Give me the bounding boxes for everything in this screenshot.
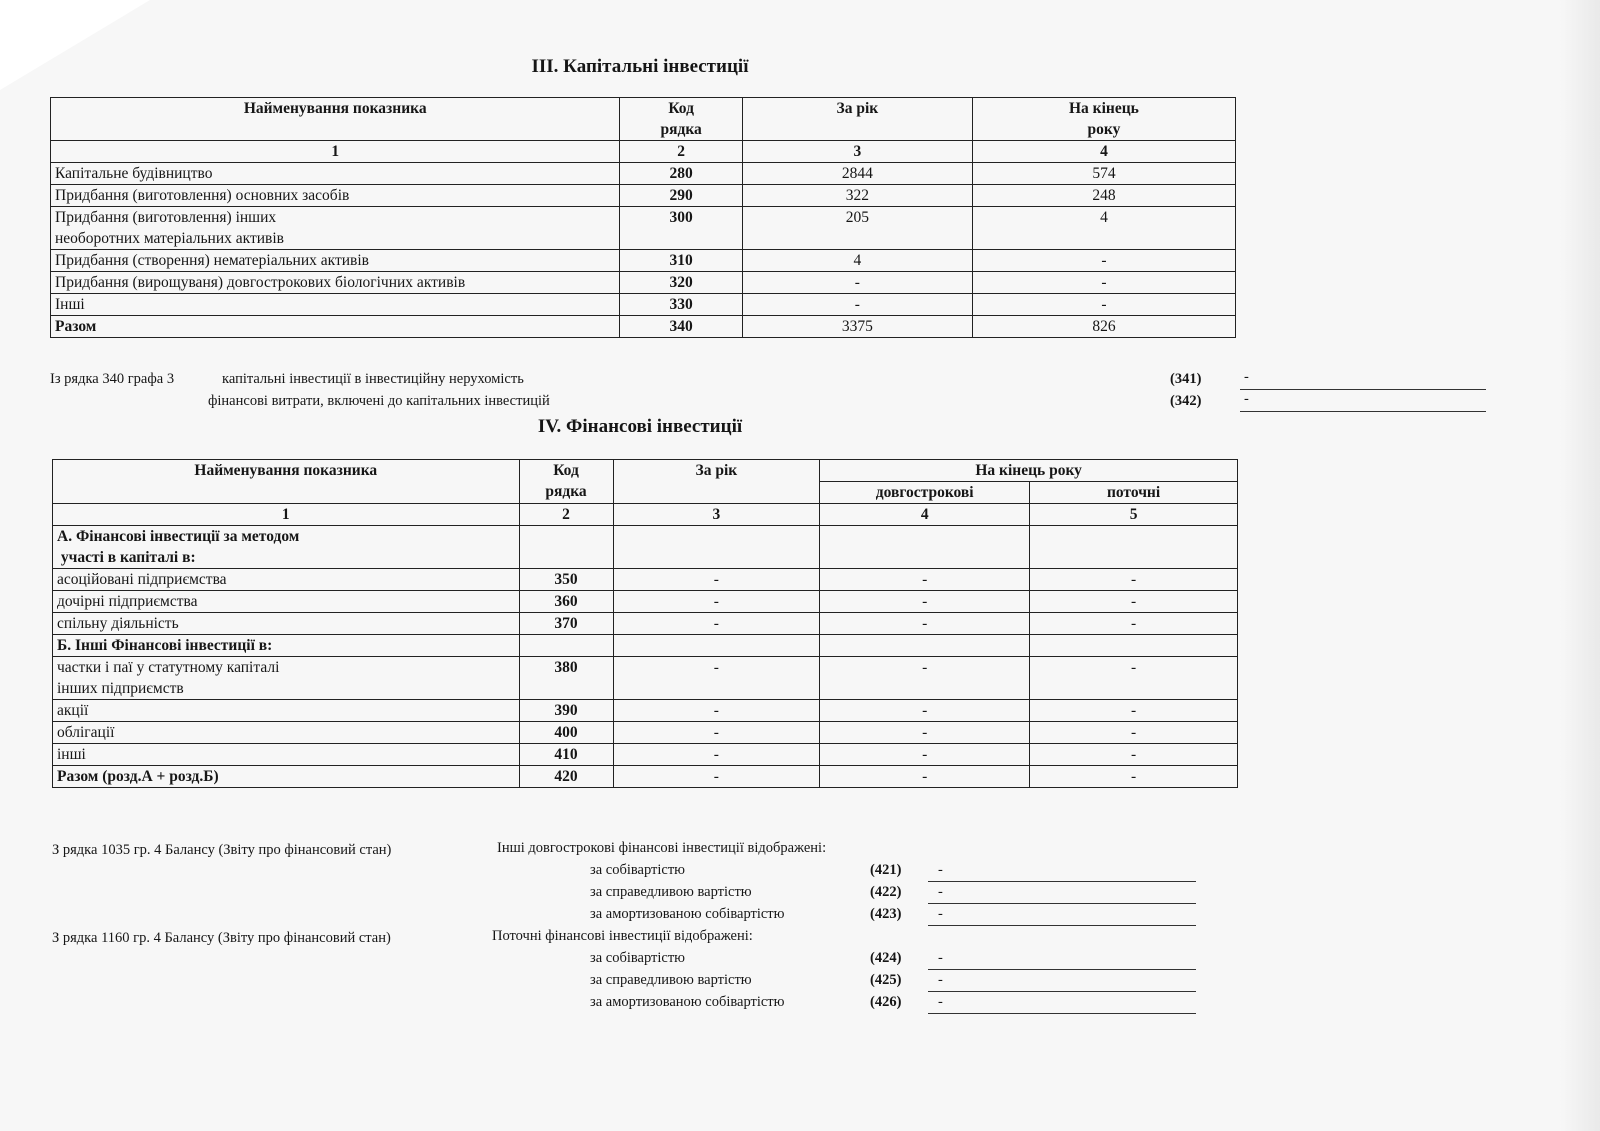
column-number-row: 1 2 3 4 — [51, 141, 1236, 163]
item-label: за амортизованою собівартістю — [590, 906, 785, 922]
note-code: (342) — [1170, 393, 1202, 409]
table-total-row: Разом (розд.А + розд.Б) 420 - - - — [53, 766, 1238, 788]
fill-line — [928, 969, 1196, 970]
section-4-title: IV. Фінансові інвестиції — [537, 416, 743, 437]
item-value: - — [938, 906, 943, 922]
fill-line — [928, 991, 1196, 992]
fill-line — [928, 903, 1196, 904]
section-3-title: III. Капітальні інвестиції — [531, 56, 749, 77]
fill-line — [1240, 411, 1486, 412]
table-row: спільну діяльність 370 - - - — [53, 613, 1238, 635]
item-value: - — [938, 862, 943, 878]
item-code: (426) — [870, 994, 902, 1010]
header-cell: Код рядка — [519, 460, 613, 504]
block-caption: Поточні фінансові інвестиції відображені: — [492, 928, 753, 944]
table-row: Придбання (створення) нематеріальних активів 310 4 - — [51, 250, 1236, 272]
item-label: за справедливою вартістю — [590, 884, 752, 900]
table-row: Придбання (вирощуваня) довгострокових біологічних активів 320 - - — [51, 272, 1236, 294]
item-code: (422) — [870, 884, 902, 900]
note-label: фінансові витрати, включені до капітальних інвестицій — [208, 393, 550, 409]
table-row: Інші 330 - - — [51, 294, 1236, 316]
table-total-row: Разом 340 3375 826 — [51, 316, 1236, 338]
table-row: дочірні підприємства 360 - - - — [53, 591, 1238, 613]
group-row: Б. Інші Фінансові інвестиції в: — [53, 635, 1238, 657]
header-cell: довгострокові — [820, 482, 1030, 504]
item-value: - — [938, 884, 943, 900]
item-code: (425) — [870, 972, 902, 988]
note-value: - — [1244, 369, 1249, 385]
header-cell: Найменування показника — [51, 98, 620, 141]
table-row: асоційовані підприємства 350 - - - — [53, 569, 1238, 591]
header-cell: На кінець року — [820, 460, 1238, 482]
note-label: капітальні інвестиції в інвестиційну нерухомість — [222, 371, 524, 387]
item-label: за справедливою вартістю — [590, 972, 752, 988]
balance-reference: З рядка 1035 гр. 4 Балансу (Звіту про фінансовий стан) — [52, 842, 392, 858]
capital-investments-table — [50, 97, 1236, 338]
financial-investments-table — [52, 459, 1238, 788]
note-code: (341) — [1170, 371, 1202, 387]
table-header-row — [53, 460, 1238, 482]
group-row: А. Фінансові інвестиції за методом участі в капіталі в: — [53, 526, 1238, 569]
fill-line — [1240, 389, 1486, 390]
scan-edge — [1560, 0, 1600, 1131]
header-cell: поточні — [1030, 482, 1238, 504]
header-cell: На кінець року — [972, 98, 1235, 141]
item-code: (424) — [870, 950, 902, 966]
note-row-prefix: Із рядка 340 графа 3 — [50, 371, 175, 387]
note-value: - — [1244, 391, 1249, 407]
table-row: інші 410 - - - — [53, 744, 1238, 766]
table-row: облігації 400 - - - — [53, 722, 1238, 744]
table-row: акції 390 - - - — [53, 700, 1238, 722]
table-row: Капітальне будівництво 280 2844 574 — [51, 163, 1236, 185]
item-value: - — [938, 994, 943, 1010]
table-header-row — [51, 98, 1236, 141]
header-cell: За рік — [742, 98, 972, 141]
item-value: - — [938, 950, 943, 966]
fill-line — [928, 925, 1196, 926]
header-cell: За рік — [613, 460, 820, 504]
column-number-row: 1 2 3 4 5 — [53, 504, 1238, 526]
balance-reference: З рядка 1160 гр. 4 Балансу (Звіту про фінансовий стан) — [52, 930, 391, 946]
table-row: Придбання (виготовлення) інших необоротних матеріальних активів 300 205 4 — [51, 207, 1236, 250]
item-value: - — [938, 972, 943, 988]
item-code: (423) — [870, 906, 902, 922]
table-row: частки і паї у статутному капіталі інших підприємств 380 - - - — [53, 657, 1238, 700]
table-row: Придбання (виготовлення) основних засобів 290 322 248 — [51, 185, 1236, 207]
header-cell: Код рядка — [620, 98, 743, 141]
item-label: за собівартістю — [590, 950, 686, 966]
fill-line — [928, 1013, 1196, 1014]
fill-line — [928, 881, 1196, 882]
item-label: за собівартістю — [590, 862, 686, 878]
item-label: за амортизованою собівартістю — [590, 994, 785, 1010]
block-caption: Інші довгострокові фінансові інвестиції відображені: — [497, 840, 827, 856]
header-cell: Найменування показника — [53, 460, 520, 504]
item-code: (421) — [870, 862, 902, 878]
